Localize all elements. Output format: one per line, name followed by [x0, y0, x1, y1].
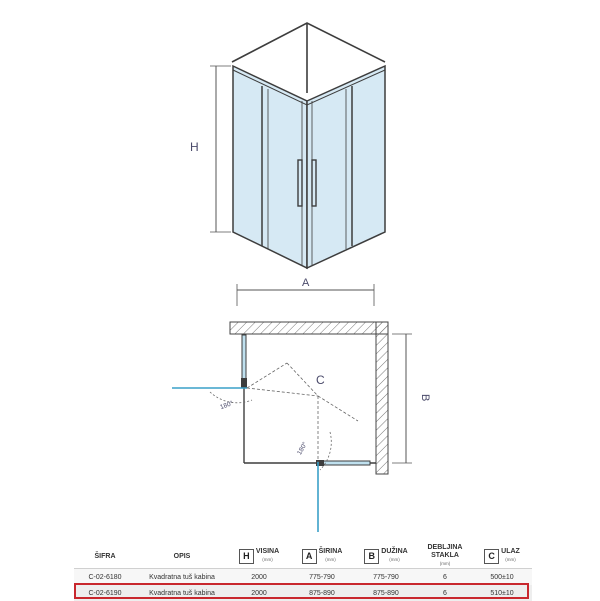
table-header-row [74, 544, 532, 569]
angle-label-center: 180° [296, 441, 309, 457]
cell-opis: Kvadratna tuš kabina [136, 569, 228, 586]
column-header-ulaz: C ULAZ (mm) [472, 544, 532, 569]
column-header-sifra: ŠIFRA [94, 552, 116, 560]
cell-sirina: 875-890 [290, 585, 354, 601]
dimension-label-c: C [316, 373, 325, 387]
cell-duzina: 875-890 [354, 585, 418, 601]
dimension-b [392, 334, 431, 463]
column-header-sirina: A ŠIRINA (mm) [290, 544, 354, 569]
dimension-label-a: A [302, 277, 310, 289]
cabin-plan-view [172, 322, 388, 532]
cell-visina: 2000 [228, 569, 290, 586]
cabin-3d-view [190, 23, 385, 268]
dimension-a [237, 277, 374, 306]
cell-opis: Kvadratna tuš kabina [136, 585, 228, 601]
dimension-label-b: B [419, 394, 431, 402]
cell-sirina: 775-790 [290, 569, 354, 586]
angle-label-left: 180° [219, 399, 235, 412]
bottom-fixed-glass [322, 461, 370, 465]
highlight-frame [74, 583, 529, 599]
dimension-label-h: H [190, 140, 199, 154]
dimension-h [190, 66, 231, 232]
length-b-icon: B [364, 549, 379, 564]
top-wall [230, 322, 388, 334]
cell-ulaz: 500±10 [472, 569, 532, 586]
height-h-icon: H [239, 549, 254, 564]
width-a-icon: A [302, 549, 317, 564]
cell-ulaz: 510±10 [472, 585, 532, 601]
cell-sifra: C-02-6190 [74, 585, 136, 601]
cell-visina: 2000 [228, 585, 290, 601]
column-header-debljina-stakla: DEBLJINA STAKLA (mm) [427, 544, 463, 566]
cell-duzina: 775-790 [354, 569, 418, 586]
cell-sifra: C-02-6180 [74, 569, 136, 586]
column-header-opis: OPIS [173, 552, 191, 560]
cell-debljina: 6 [418, 569, 472, 586]
entry-c-icon: C [484, 549, 499, 564]
right-wall [376, 322, 388, 474]
column-header-duzina: B DUŽINA (mm) [354, 544, 418, 569]
cell-debljina: 6 [418, 585, 472, 601]
left-glass-panel [233, 66, 307, 268]
column-header-visina: H VISINA (mm) [228, 544, 290, 569]
left-fixed-glass [242, 335, 246, 381]
